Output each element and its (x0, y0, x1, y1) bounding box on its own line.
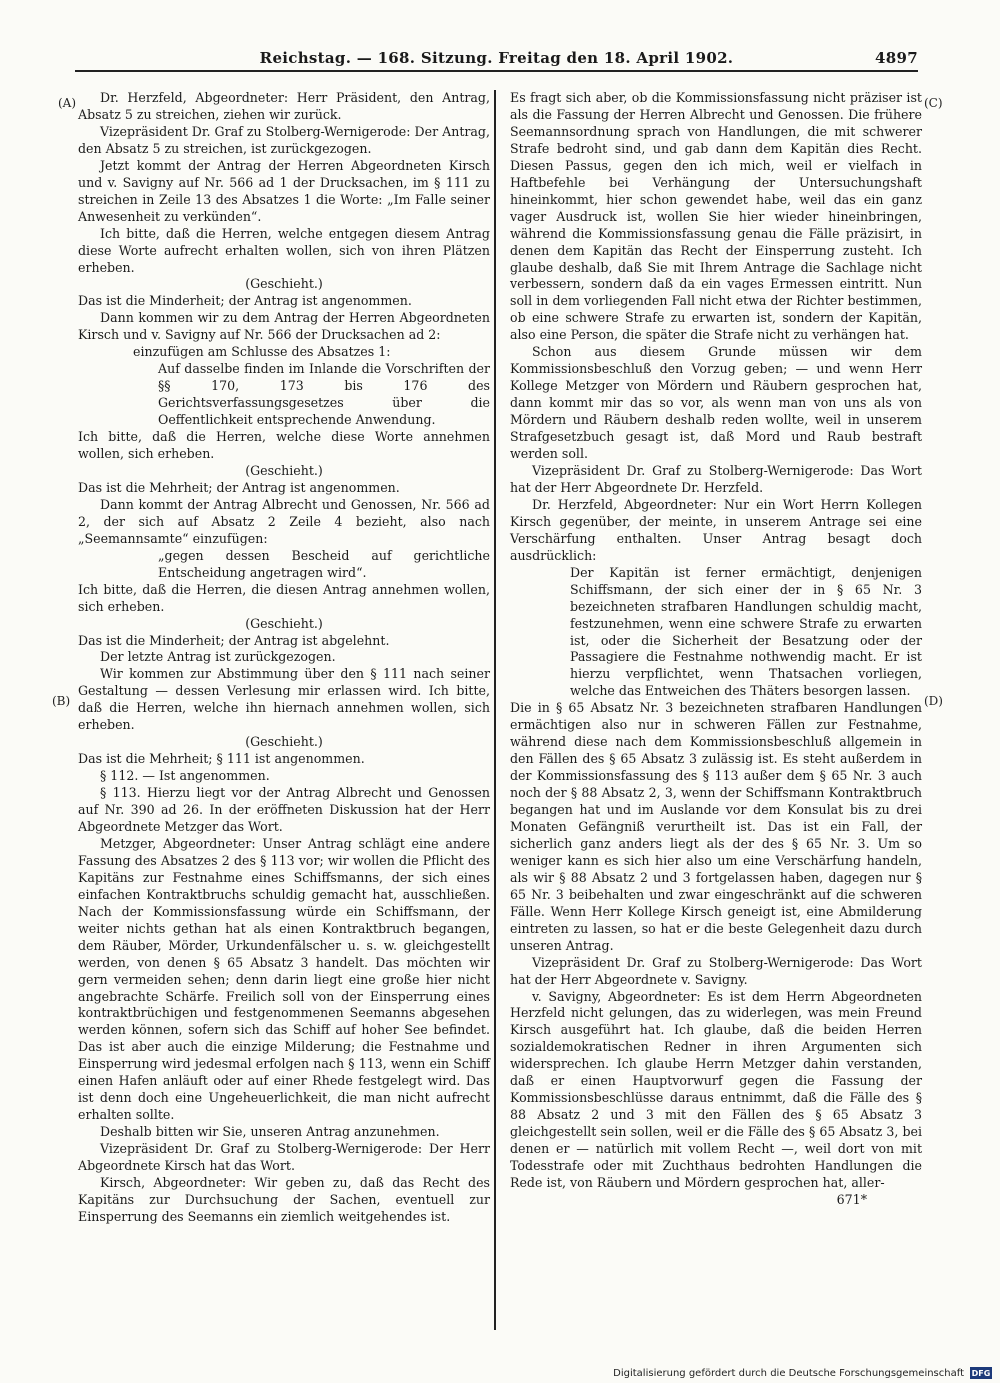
paragraph: Ich bitte, daß die Herren, welche diese Worte annehmen wollen, sich erheben. (78, 429, 490, 462)
speech: Dr. Herzfeld, Abgeordneter: Nur ein Wort Herrn Kollegen Kirsch gegenüber, der meinte, in unserem Antrage sei eine Verschärfung enthalten. Unser Antrag besagt doch ausdrücklich: (510, 496, 922, 563)
paragraph: Vizepräsident Dr. Graf zu Stolberg-Wernigerode: Der Herr Abgeordnete Kirsch hat das Wort. (78, 1141, 490, 1174)
paragraph: Das ist die Minderheit; der Antrag ist abgelehnt. (78, 632, 390, 648)
quoted-motion: Auf dasselbe finden im Inlande die Vorschriften der §§ 170, 173 bis 176 des Gerichtsverfassungsgesetzes über die Oeffentlichkeit entsprechende Anwendung. (158, 361, 490, 428)
margin-label-c: (C) (924, 96, 943, 110)
stage-direction: (Geschieht.) (245, 276, 323, 292)
paragraph: Das ist die Mehrheit; der Antrag ist angenommen. (78, 479, 400, 495)
paragraph: Schon aus diesem Grunde müssen wir dem Kommissionsbeschluß den Vorzug geben; — und wenn Herr Kollege Metzger von Mördern und Räubern gesprochen hat, dann kommt mir das so vor, als wenn man von uns als von Mördern und Räubern deshalb reden wollte, weil in unserem Strafgesetzbuch gesagt ist, daß Mord und Raub bestraft werden soll. (510, 344, 922, 462)
paragraph: Ich bitte, daß die Herren, welche entgegen diesem Antrag diese Worte aufrecht erhalten wollen, sich von ihren Plätzen erheben. (78, 225, 490, 275)
footer (613, 1367, 992, 1379)
speech: Metzger, Abgeordneter: Unser Antrag schlägt eine andere Fassung des Absatzes 2 des § 113 vor; wir wollen die Pflicht des Kapitäns zur Festnahme eines Schiffsmanns, der sich eines einfachen Kontraktbruchs schuldig gemacht hat, ausschließen. Nach der Kommissionsfassung würde ein Schiffsmann, der weiter nichts gethan hat als einen Kontraktbruch begangen, dem Räuber, Mörder, Urkundenfälscher u. s. w. gleichgestellt werden, von denen § 65 Absatz 3 handelt. Das möchten wir gern vermeiden sehen; denn darin liegt eine große hier nicht angebrachte Schärfe. Freilich soll von der Einsperrung eines kontraktbrüchigen und festgenommenen Seemanns abgesehen werden können, sofern sich das Schiff auf hoher See befindet. Das ist aber auch die einzige Milderung; die Festnahme und Einsperrung wird jedesmal erfolgen nach § 113, wenn ein Schiff einen Hafen anläuft oder auf einer Rhede festgelegt wird. Das ist denn doch eine Ungeheuerlichkeit, die man nicht aufrecht erhalten sollte. (78, 835, 490, 1123)
left-column (78, 90, 490, 1226)
paragraph: Dann kommen wir zu dem Antrag der Herren Abgeordneten Kirsch und v. Savigny auf Nr. 566 der Drucksachen ad 2: (78, 310, 490, 343)
paragraph: Es fragt sich aber, ob die Kommissionsfassung nicht präziser ist als die Fassung der Herren Albrecht und Genossen. Die frühere Seemannsordnung sprach von Handlungen, die mit schwerer Strafe bedroht sind, und gab dann dem Kapitän dies Recht. Diesen Passus, gegen den ich mich, weil er vielfach in Haftbefehle bei Verhängung der Untersuchungshaft hineinkommt, hier schon gewendet habe, weil das ein ganz vager Ausdruck ist, wollen Sie hier wieder hineinbringen, während die Kommissionsfassung genau die Fälle präzisirt, in denen dem Kapitän das Recht der Einsperrung zusteht. Ich glaube deshalb, daß Sie mit Ihrem Antrage die Sachlage nicht verbessern, sondern daß da ein vages Ermessen eintritt. Nun soll in dem vorliegenden Fall nicht etwa der Richter bestimmen, ob eine schwere Strafe zu erwarten ist, sondern der Kapitän, also eine Person, die später die Strafe nicht zu verhängen hat. (510, 90, 922, 343)
paragraph: Vizepräsident Dr. Graf zu Stolberg-Wernigerode: Das Wort hat der Herr Abgeordnete Dr. Herzfeld. (510, 462, 922, 495)
page-number: 4897 (875, 49, 918, 67)
paragraph: Vizepräsident Dr. Graf zu Stolberg-Wernigerode: Der Antrag, den Absatz 5 zu streichen, ist zurückgezogen. (78, 123, 490, 156)
print-signature: 671* (836, 1191, 867, 1207)
paragraph: Ich bitte, daß die Herren, die diesen Antrag annehmen wollen, sich erheben. (78, 581, 490, 614)
column-divider (494, 90, 496, 1330)
paragraph: Das ist die Minderheit; der Antrag ist angenommen. (78, 293, 412, 309)
quoted-motion: „gegen dessen Bescheid auf gerichtliche Entscheidung angetragen wird“. (158, 547, 490, 580)
paragraph: § 113. Hierzu liegt vor der Antrag Albrecht und Genossen auf Nr. 390 ad 26. In der eröffneten Diskussion hat der Herr Abgeordnete Metzger das Wort. (78, 785, 490, 834)
stage-direction: (Geschieht.) (245, 462, 323, 478)
paragraph: Vizepräsident Dr. Graf zu Stolberg-Wernigerode: Das Wort hat der Herr Abgeordnete v. Savigny. (510, 954, 922, 987)
right-column (510, 90, 922, 1209)
paragraph: Die in § 65 Absatz Nr. 3 bezeichneten strafbaren Handlungen ermächtigen also nur in schweren Fällen zur Festnahme, während diese nach dem Kommissionsbeschluß allgemein in den Fällen des § 65 Absatz 3 zulässig ist. Es steht außerdem in der Kommissionsfassung des § 113 außer dem § 65 Nr. 3 auch noch der § 88 Absatz 2, 3, wenn der Schiffsmann Kontraktbruch begangen hat und im Auslande vor dem Konsulat bis zu drei Monaten Gefängniß verurtheilt ist. Das ist ein Fall, der sicherlich ganz anders liegt als der des § 65 Nr. 3. Um so weniger kann es sich hier also um eine Verschärfung handeln, als wir § 88 Absatz 2 und 3 fortgelassen haben, dagegen nur § 65 Nr. 3 beibehalten und zwar eingeschränkt auf die schweren Fälle. Wenn Herr Kollege Kirsch geneigt ist, eine Abmilderung eintreten zu lassen, so hat er die beste Gelegenheit dazu durch unseren Antrag. (510, 700, 922, 953)
dfg-logo-text: DFG (971, 1368, 991, 1378)
paragraph: Dann kommt der Antrag Albrecht und Genossen, Nr. 566 ad 2, der sich auf Absatz 2 Zeile 4 bezieht, also nach „Seemannsamte“ einzufügen: (78, 496, 490, 546)
paragraph: § 112. — Ist angenommen. (100, 768, 270, 784)
paragraph: Deshalb bitten wir Sie, unseren Antrag anzunehmen. (100, 1124, 440, 1140)
stage-direction: (Geschieht.) (245, 734, 323, 750)
speech: Kirsch, Abgeordneter: Wir geben zu, daß das Recht des Kapitäns zur Durchsuchung der Sachen, eventuell zur Einsperrung des Seemanns ein ziemlich weitgehendes ist. (78, 1175, 490, 1224)
page-title: Reichstag. — 168. Sitzung. Freitag den 18. April 1902. (259, 49, 734, 67)
paragraph: einzufügen am Schlusse des Absatzes 1: (133, 344, 391, 360)
paragraph: Dr. Herzfeld, Abgeordneter: Herr Präsident, den Antrag, Absatz 5 zu streichen, ziehen wir zurück. (78, 90, 490, 122)
speech: v. Savigny, Abgeordneter: Es ist dem Herrn Abgeordneten Herzfeld nicht gelungen, das zu widerlegen, was mein Freund Kirsch ausgeführt hat. Ich glaube, daß die beiden Herren sozialdemokratischen Redner in ihren Argumenten sich widersprechen. Ich glaube Herrn Metzger dahin verstanden, daß er einen Hauptvorwurf gegen die Fassung der Kommissionsbeschlüsse daraus entnimmt, daß die Fälle des § 88 Absatz 2 und 3 mit den Fällen des § 65 Absatz 3 gleichgestellt sein sollen, weil er die Fälle des § 65 Absatz 3, bei denen er — natürlich mit vollem Recht —, weil dort von mit Todesstrafe oder mit Zuchthaus bedrohten Handlungen die Rede ist, von Räubern und Mördern gesprochen hat, aller- (510, 988, 922, 1190)
page-header (75, 44, 918, 72)
paragraph: Das ist die Mehrheit; § 111 ist angenommen. (78, 751, 365, 767)
stage-direction: (Geschieht.) (245, 615, 323, 631)
paragraph: Der letzte Antrag ist zurückgezogen. (100, 649, 336, 665)
margin-label-a: (A) (58, 96, 77, 110)
paragraph: Jetzt kommt der Antrag der Herren Abgeordneten Kirsch und v. Savigny auf Nr. 566 ad 1 der Drucksachen, im § 111 zu streichen in Zeile 13 des Absatzes 1 die Worte: „Im Falle seiner Anwesenheit zu verkünden“. (78, 157, 490, 224)
quoted-motion: Der Kapitän ist ferner ermächtigt, denjenigen Schiffsmann, der sich einer der in § 65 Nr. 3 bezeichneten strafbaren Handlungen schuldig macht, festzunehmen, wenn eine schwere Strafe zu erwarten ist, oder die Sicherheit der Besatzung oder der Passagiere die Festnahme nothwendig macht. Er ist hierzu verpflichtet, wenn Thatsachen vorliegen, welche das Entweichen des Thäters besorgen lassen. (570, 564, 922, 699)
margin-label-d: (D) (924, 694, 943, 708)
margin-label-b: (B) (52, 694, 71, 708)
paragraph: Wir kommen zur Abstimmung über den § 111 nach seiner Gestaltung — dessen Verlesung mir erlassen wird. Ich bitte, daß die Herren, welche ihn hiernach annehmen wollen, sich erheben. (78, 666, 490, 733)
dfg-logo (970, 1367, 992, 1379)
footer-text: Digitalisierung gefördert durch die Deutsche Forschungsgemeinschaft (613, 1367, 964, 1379)
